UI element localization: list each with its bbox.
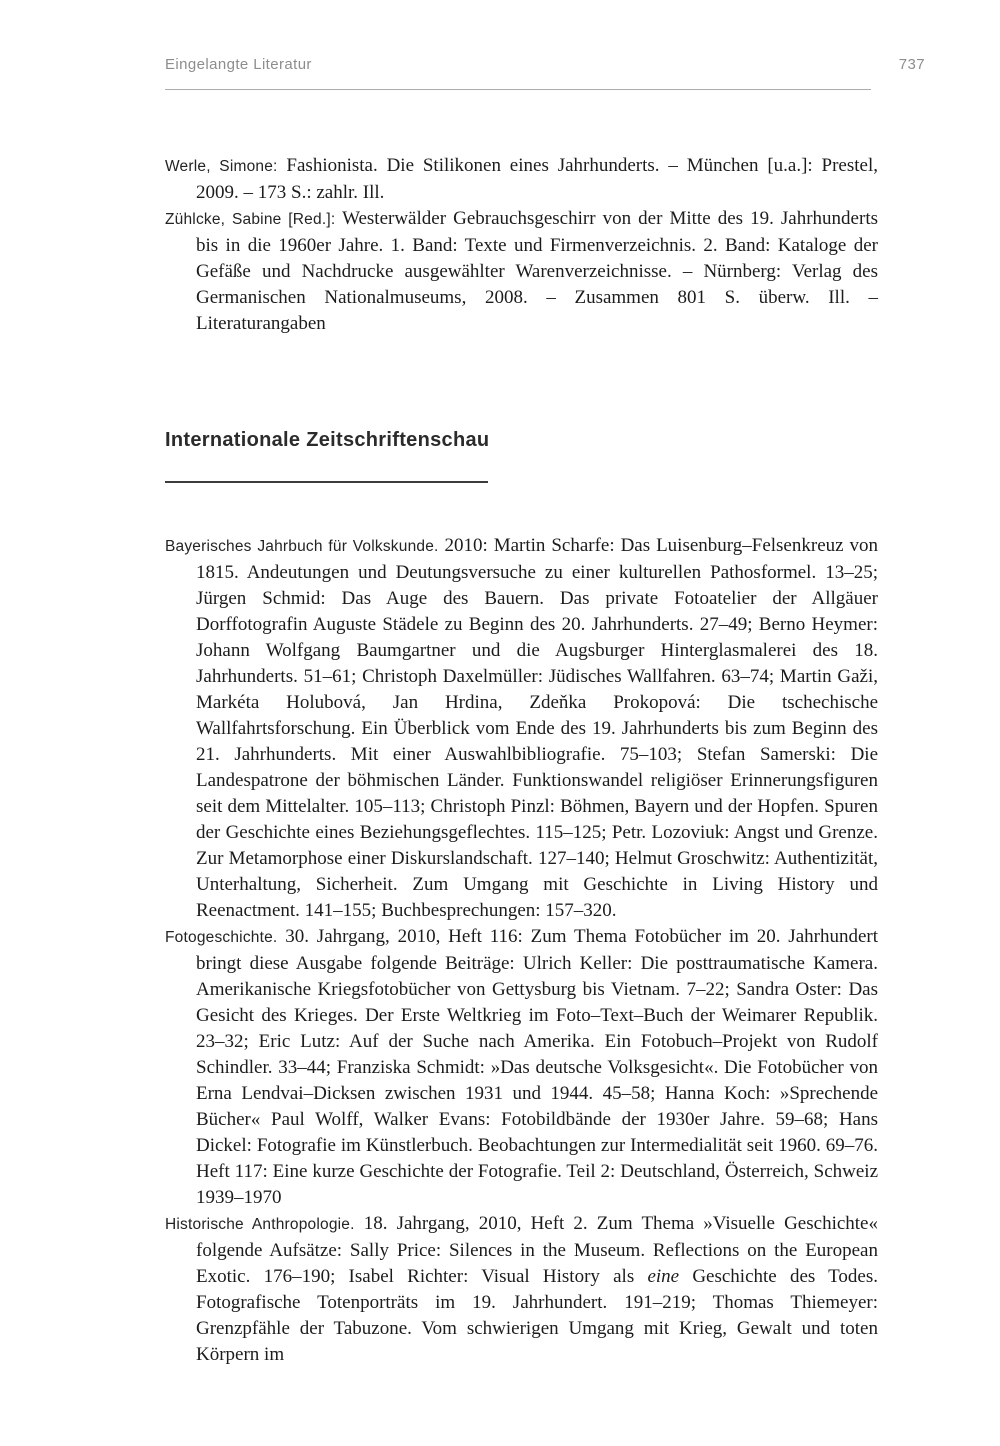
journal-title: Fotogeschichte. [165, 929, 278, 946]
entry-text: Fashionista. Die Stilikonen eines Jahrhunderts. – München [u.a.]: Prestel, 2009. – 173 S.: zahlr. Ill. [196, 155, 878, 203]
journal-title: Bayerisches Jahrbuch für Volkskunde. [165, 538, 439, 555]
journal-entry [165, 1211, 878, 1368]
bibliography-entry [165, 206, 878, 337]
page-number: 737 [898, 56, 925, 73]
received-literature-list [165, 153, 878, 337]
journal-entry [165, 924, 878, 1211]
journal-entry [165, 533, 878, 924]
page-header [165, 56, 925, 78]
bibliography-entry [165, 153, 878, 206]
journal-entry-text: 30. Jahrgang, 2010, Heft 116: Zum Thema Fotobücher im 20. Jahrhundert bringt diese Ausgabe folgende Beiträge: Ulrich Keller: Die posttraumatische Kamera. Amerikanische Kriegsfotobücher von Gettysburg bis Vietnam. 7–22; Sandra Oster: Das Gesicht des Krieges. Der Erste Weltkrieg im Foto–Text–Buch der Weimarer Republik. 23–32; Eric Lutz: Auf der Suche nach Amerika. Ein Fotobuch–Projekt von Rudolf Schindler. 33–44; Franziska Schmidt: »Das deutsche Volksgesicht«. Die Fotobücher von Erna Lendvai–Dicksen zwischen 1931 und 1944. 45–58; Hanna Koch: »Sprechende Bücher« Paul Wolff, Walker Evans: Fotobildbände der 1930er Jahre. 59–68; Hans Dickel: Fotografie im Künstlerbuch. Beobachtungen zur Intermedialität seit 1960. 69–76. Heft 117: Eine kurze Geschichte der Fotografie. Teil 2: Deutschland, Österreich, Schweiz 1939–1970 [196, 926, 878, 1208]
journal-entry-italic-word: eine [647, 1266, 680, 1287]
running-header-title: Eingelangte Literatur [165, 56, 312, 73]
journal-entry-text: 2010: Martin Scharfe: Das Luisenburg–Felsenkreuz von 1815. Andeutungen und Deutungsversuche zu einer kulturellen Pathosformel. 13–25; Jürgen Schmid: Das Auge des Bauern. Das private Fotoatelier der Allgäuer Dorffotografin Auguste Städele zu Beginn des 20. Jahrhunderts. 27–49; Berno Heymer: Johann Wolfgang Baumgartner und die Augsburger Hinterglasmalerei des 18. Jahrhunderts. 51–61; Christoph Daxelmüller: Jüdisches Wallfahren. 63–74; Martin Gaži, Markéta Holubová, Jan Hrdina, Zdeňka Prokopová: Die tschechische Wallfahrtsforschung. Ein Überblick vom Ende des 19. Jahrhunderts bis zum Beginn des 21. Jahrhunderts. Mit einer Auswahlbibliografie. 75–103; Stefan Samerski: Die Landespatrone der böhmischen Länder. Funktionswandel religiöser Erinnerungsfiguren seit dem Mittelalter. 105–113; Christoph Pinzl: Böhmen, Bayern und der Hopfen. Spuren der Geschichte eines Beziehungsgeflechtes. 115–125; Petr. Lozoviuk: Angst und Grenze. Zur Metamorphose einer Diskurslandschaft. 127–140; Helmut Groschwitz: Authentizität, Unterhaltung, Sicherheit. Zum Umgang mit Geschichte in Living History und Reenactment. 141–155; Buchbesprechungen: 157–320. [196, 535, 878, 921]
journal-title: Historische Anthropologie. [165, 1216, 355, 1233]
entry-text: Westerwälder Gebrauchsgeschirr von der Mitte des 19. Jahrhunderts bis in die 1960er Jahre. 1. Band: Texte und Firmenverzeichnis. 2. Band: Kataloge der Gefäße und Nachdrucke ausgewählter Warenverzeichnisse. – Nürnberg: Verlag des Germanischen Nationalmuseums, 2008. – Zusammen 801 S. überw. Ill. – Literaturangaben [196, 208, 878, 334]
entry-author: Werle, Simone: [165, 158, 278, 175]
header-rule [165, 89, 871, 90]
section-heading: Internationale Zeitschriftenschau [165, 429, 490, 451]
journal-entry-text: 18. Jahrgang, 2010, Heft 2. Zum Thema »Visuelle Geschichte« folgende Aufsätze: Sally Price: Silences in the Museum. Reflections on the European Exotic. 176–190; Isabel Richter: Visual History als [196, 1213, 878, 1287]
journal-review-list [165, 533, 878, 1368]
section-heading-rule [165, 481, 488, 483]
entry-author: Zühlcke, Sabine [Red.]: [165, 211, 336, 228]
journal-entry-text: Geschichte des Todes. Fotografische Totenporträts im 19. Jahrhundert. 191–219; Thomas Thiemeyer: Grenzpfähle der Tabuzone. Vom schwierigen Umgang mit Krieg, Gewalt und toten Körpern im [196, 1266, 879, 1365]
